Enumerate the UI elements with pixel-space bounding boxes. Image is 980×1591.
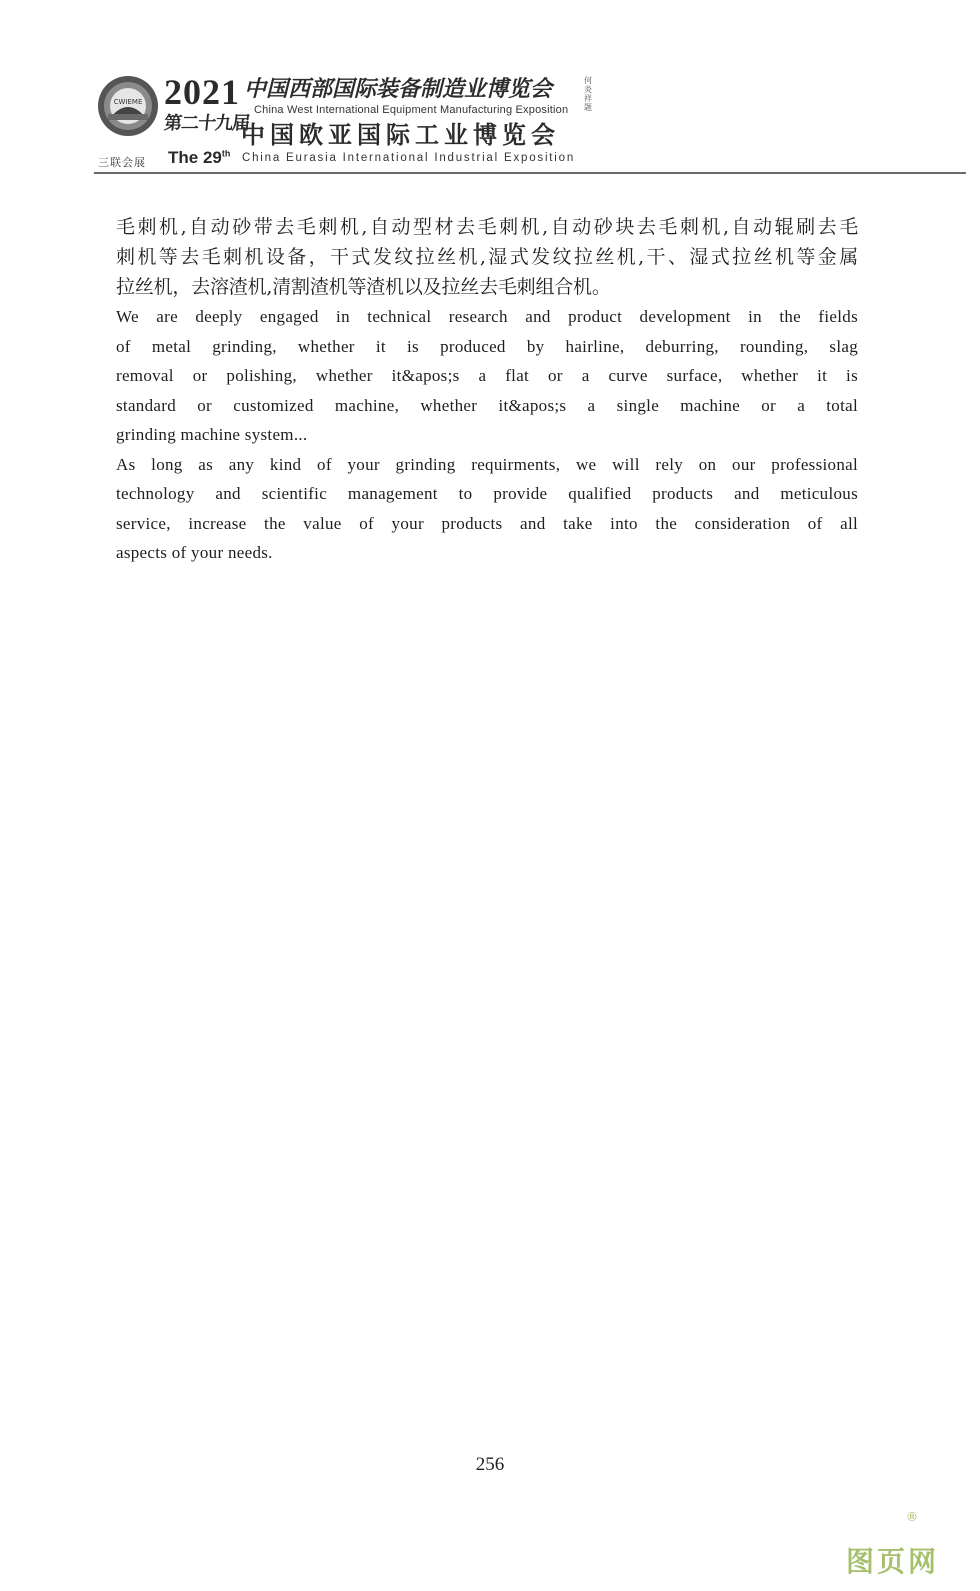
session-number-en-prefix: The 29	[168, 148, 222, 167]
cn-text-line: 毛刺机,自动砂带去毛刺机,自动型材去毛刺机,自动砂块去毛刺机,自动辊刷去毛	[116, 216, 858, 238]
expo-emblem	[96, 74, 160, 138]
en-text-line: standard or customized machine, whether it&apos;s a single machine or a total	[116, 395, 858, 415]
calligrapher-inscription: 何炎祥题	[584, 76, 592, 112]
eurasia-expo-title-cn: 中国欧亚国际工业博览会	[241, 121, 560, 149]
en-text-line: grinding machine system...	[116, 425, 308, 444]
west-expo-title-cn: 中国西部国际装备制造业博览会	[244, 76, 553, 102]
emblem-text: CWIEME	[113, 98, 143, 106]
expo-header	[94, 68, 966, 178]
header-divider	[94, 172, 966, 174]
page-number: 256	[475, 1454, 505, 1475]
session-number-cn: 第二十九届	[162, 113, 251, 134]
west-expo-title-en: China West International Equipment Manufacturing Exposition	[254, 104, 569, 116]
cn-text-line: 刺机等去毛刺机设备，干式发纹拉丝机,湿式发纹拉丝机,干、湿式拉丝机等金属	[116, 246, 858, 268]
session-number-en	[168, 148, 230, 168]
en-text-line: of metal grinding, whether it is produced by hairline, deburring, rounding, slag	[116, 336, 858, 356]
registered-mark: ®	[906, 1510, 918, 1524]
eurasia-expo-title-en: China Eurasia International Industrial Exposition	[242, 152, 576, 164]
en-text-line: service, increase the value of your products and take into the consideration of all	[116, 513, 858, 533]
en-text-line: technology and scientific management to provide qualified products and meticulous	[116, 484, 858, 503]
expo-year: 2021	[164, 72, 240, 112]
page-content	[116, 212, 858, 568]
joint-exhibition-label: 三联会展	[98, 156, 146, 169]
en-text-line: As long as any kind of your grinding requirments, we will rely on our professional	[116, 454, 858, 474]
en-text-line: removal or polishing, whether it&apos;s a flat or a curve surface, whether it is	[116, 366, 858, 385]
session-number-en-suffix: th	[221, 148, 231, 159]
site-watermark: 图页网	[846, 1545, 940, 1578]
en-text-line: aspects of your needs.	[116, 543, 273, 562]
cn-text-line: 拉丝机，去溶渣机,清割渣机等渣机以及拉丝去毛刺组合机。	[116, 276, 611, 298]
en-text-line: We are deeply engaged in technical research and product development in the fields	[116, 307, 858, 326]
